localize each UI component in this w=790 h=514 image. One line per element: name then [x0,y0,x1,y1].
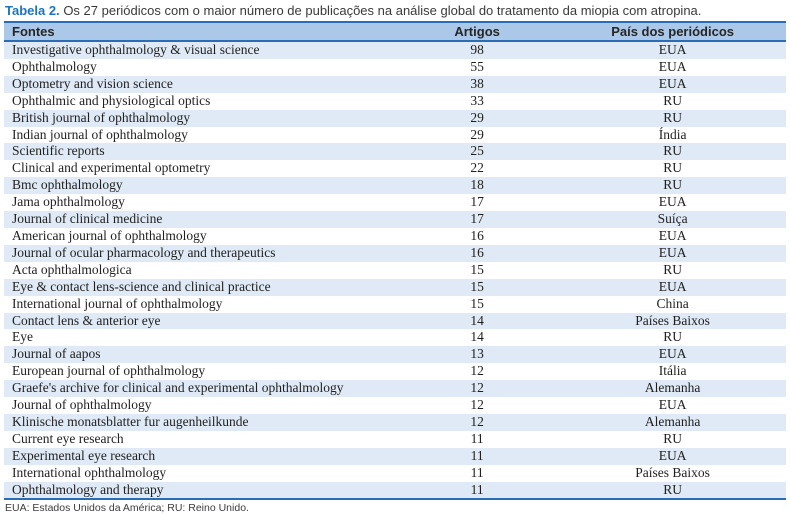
table-row [4,329,786,346]
publications-table [4,21,786,500]
cell-artigos: 17 [470,194,484,210]
cell-pais: RU [663,329,682,345]
cell-pais: EUA [658,42,687,57]
cell-fonte: Indian journal of ophthalmology [12,126,188,142]
cell-artigos: 15 [470,261,484,277]
cell-fonte: Contact lens & anterior eye [12,312,161,328]
cell-fonte: Eye [12,329,33,345]
cell-fonte: European journal of ophthalmology [12,363,206,379]
cell-pais: Suíça [657,211,688,227]
table-row [4,76,786,93]
cell-fonte: Bmc ophthalmology [12,177,123,193]
cell-pais: RU [663,160,682,176]
table-row [4,414,786,431]
cell-pais: EUA [658,244,687,260]
cell-fonte: American journal of ophthalmology [12,227,207,243]
cell-artigos: 18 [470,177,484,193]
cell-artigos: 12 [470,413,484,429]
cell-artigos: 12 [470,397,484,413]
cell-pais: EUA [658,447,687,463]
column-header-artigos: Artigos [395,22,559,41]
cell-artigos: 13 [470,346,484,362]
table-row [4,228,786,245]
table-row [4,93,786,110]
table-row [4,482,786,500]
cell-fonte: International journal of ophthalmology [12,295,223,311]
table-head [4,22,786,41]
table-row [4,397,786,414]
cell-artigos: 12 [470,363,484,379]
column-header-fontes: Fontes [4,22,395,41]
cell-pais: RU [663,481,682,497]
cell-fonte: Journal of clinical medicine [12,211,163,227]
cell-pais: China [656,295,689,311]
cell-pais: RU [663,92,682,108]
cell-fonte: Journal of ophthalmology [12,397,152,413]
cell-pais: EUA [658,227,687,243]
table-row [4,346,786,363]
cell-artigos: 55 [470,58,484,74]
cell-fonte: Scientific reports [12,143,105,159]
cell-fonte: Current eye research [12,430,124,446]
cell-artigos: 16 [470,227,484,243]
cell-artigos: 22 [470,160,484,176]
table-row [4,363,786,380]
cell-fonte: Clinical and experimental optometry [12,160,211,176]
cell-fonte: Journal of ocular pharmacology and therapeutics [12,244,276,260]
cell-fonte: Graefe's archive for clinical and experimental ophthalmology [12,380,344,396]
table-row [4,143,786,160]
cell-artigos: 14 [470,312,484,328]
table-row [4,160,786,177]
table-row [4,211,786,228]
table-row [4,110,786,127]
table-caption [0,0,790,18]
cell-artigos: 16 [470,244,484,260]
table-row [4,313,786,330]
cell-artigos: 25 [470,143,484,159]
table-row [4,262,786,279]
table-body [4,41,786,499]
cell-pais: EUA [658,194,687,210]
cell-fonte: Klinische monatsblatter fur augenheilkunde [12,413,249,429]
cell-fonte: Investigative ophthalmology & visual science [12,42,260,57]
table-footnote: EUA: Estados Unidos da América; RU: Reino Unido. [5,502,249,514]
table-row [4,59,786,76]
cell-pais: Alemanha [644,413,701,429]
table-caption-label: Tabela 2. [5,3,60,18]
table-row [4,245,786,262]
cell-fonte: British journal of ophthalmology [12,109,191,125]
cell-artigos: 33 [470,92,484,108]
cell-artigos: 15 [470,278,484,294]
table-row [4,127,786,144]
cell-pais: EUA [658,397,687,413]
cell-pais: EUA [658,278,687,294]
table-row [4,380,786,397]
table-row [4,296,786,313]
cell-artigos: 98 [470,42,484,57]
cell-pais: Índia [658,126,687,142]
cell-fonte: Acta ophthalmologica [12,261,132,277]
cell-pais: Países Baixos [635,312,710,328]
cell-pais: Alemanha [644,380,701,396]
cell-fonte: Ophthalmology and therapy [12,481,164,497]
table-row [4,194,786,211]
cell-artigos: 14 [470,329,484,345]
cell-pais: RU [663,261,682,277]
cell-pais: EUA [658,58,687,74]
cell-fonte: Eye & contact lens-science and clinical practice [12,278,271,294]
table-row [4,41,786,59]
table-caption-text: Os 27 periódicos com o maior número de publicações na análise global do tratamento da miopia com atropina. [63,3,702,18]
table-row [4,431,786,448]
cell-pais: Itália [658,363,687,379]
cell-pais: RU [663,109,682,125]
table-row [4,465,786,482]
cell-fonte: Ophthalmology [12,58,97,74]
table-row [4,279,786,296]
cell-fonte: Jama ophthalmology [12,194,125,210]
table-row [4,177,786,194]
cell-fonte: Journal of aapos [12,346,101,362]
cell-pais: EUA [658,75,687,91]
cell-artigos: 11 [470,464,484,480]
cell-artigos: 15 [470,295,484,311]
cell-artigos: 38 [470,75,484,91]
cell-artigos: 17 [470,211,484,227]
cell-artigos: 11 [470,430,484,446]
cell-artigos: 11 [470,447,484,463]
cell-fonte: Ophthalmic and physiological optics [12,92,211,108]
column-header-pais: País dos periódicos [559,22,786,41]
cell-artigos: 29 [470,126,484,142]
cell-artigos: 12 [470,380,484,396]
cell-artigos: 29 [470,109,484,125]
cell-pais: RU [663,177,682,193]
cell-pais: RU [663,430,682,446]
cell-fonte: Experimental eye research [12,447,156,463]
table-row [4,448,786,465]
cell-pais: Países Baixos [635,464,710,480]
table-header-row [4,22,786,41]
cell-pais: RU [663,143,682,159]
cell-fonte: Optometry and vision science [12,75,173,91]
cell-artigos: 11 [470,481,484,497]
cell-pais: EUA [658,346,687,362]
cell-fonte: International ophthalmology [12,464,167,480]
